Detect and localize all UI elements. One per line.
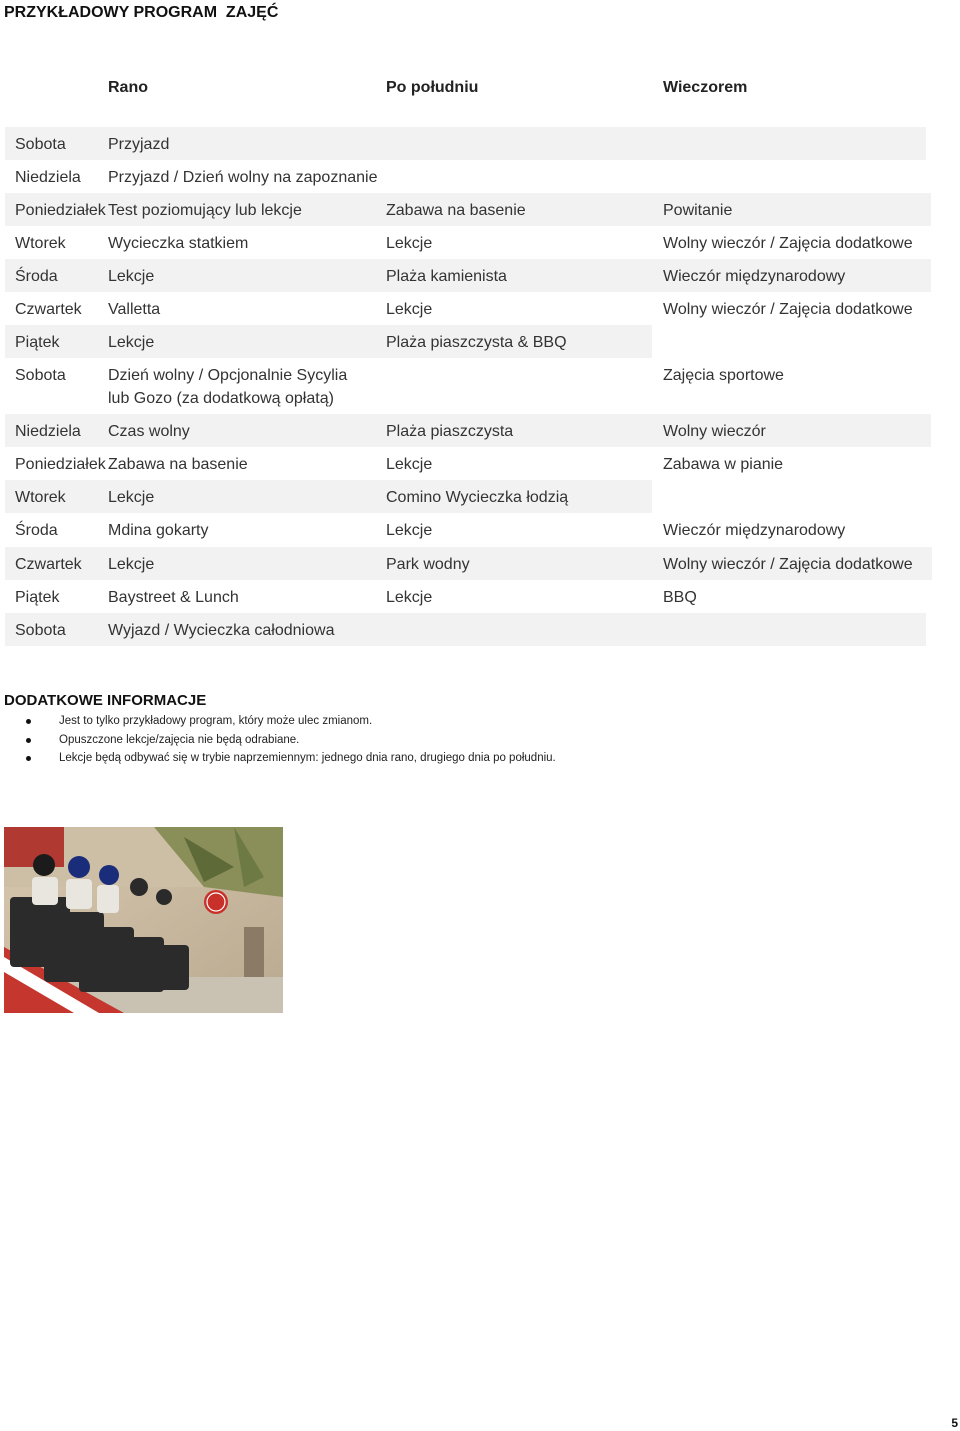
morning-cell: Zabawa na basenie bbox=[108, 456, 248, 473]
afternoon-cell: Plaża piaszczysta bbox=[386, 423, 514, 440]
table-row bbox=[5, 358, 931, 414]
day-cell: Czwartek bbox=[15, 301, 82, 318]
morning-cell: Wyjazd / Wycieczka całodniowa bbox=[108, 622, 335, 639]
evening-cell: Zajęcia sportowe bbox=[663, 367, 784, 384]
morning-cell: Mdina gokarty bbox=[108, 522, 209, 539]
day-cell: Sobota bbox=[15, 622, 66, 639]
morning-cell: Test poziomujący lub lekcje bbox=[108, 202, 302, 219]
morning-cell: Lekcje bbox=[108, 268, 155, 285]
evening-cell: Wolny wieczór / Zajęcia dodatkowe bbox=[663, 301, 913, 318]
list-item bbox=[0, 712, 556, 731]
morning-cell: Wycieczka statkiem bbox=[108, 235, 249, 252]
afternoon-cell: Comino Wycieczka łodzią bbox=[386, 489, 569, 506]
bullet-icon bbox=[26, 756, 31, 761]
morning-cell-line2: lub Gozo (za dodatkową opłatą) bbox=[108, 390, 334, 407]
day-cell: Poniedziałek bbox=[15, 202, 106, 219]
table-row bbox=[5, 513, 931, 546]
evening-cell: Zabawa w pianie bbox=[663, 456, 784, 473]
day-cell: Piątek bbox=[15, 589, 60, 606]
table-row bbox=[5, 127, 926, 160]
go-kart-photo bbox=[4, 827, 283, 1013]
day-cell: Czwartek bbox=[15, 556, 82, 573]
table-row bbox=[5, 447, 931, 480]
page-title: PRZYKŁADOWY PROGRAM ZAJĘĆ bbox=[4, 4, 279, 21]
table-row bbox=[5, 414, 931, 447]
day-cell: Wtorek bbox=[15, 489, 66, 506]
morning-cell: Lekcje bbox=[108, 556, 155, 573]
afternoon-cell: Plaża kamienista bbox=[386, 268, 507, 285]
day-cell: Niedziela bbox=[15, 169, 81, 186]
table-row bbox=[5, 226, 931, 259]
list-item-text: Jest to tylko przykładowy program, który może ulec zmianom. bbox=[59, 715, 373, 727]
day-cell: Niedziela bbox=[15, 423, 81, 440]
evening-cell: Wolny wieczór bbox=[663, 423, 766, 440]
table-row bbox=[5, 259, 931, 292]
table-row bbox=[5, 292, 931, 325]
morning-cell: Przyjazd bbox=[108, 136, 170, 153]
day-cell: Środa bbox=[15, 268, 58, 285]
bullet-icon bbox=[26, 738, 31, 743]
info-heading: DODATKOWE INFORMACJE bbox=[4, 692, 207, 709]
bullet-icon bbox=[26, 719, 31, 724]
evening-cell: Wolny wieczór / Zajęcia dodatkowe bbox=[663, 235, 913, 252]
afternoon-cell: Lekcje bbox=[386, 235, 433, 252]
table-row bbox=[5, 613, 926, 646]
table-row bbox=[5, 325, 652, 358]
day-cell: Sobota bbox=[15, 367, 66, 384]
morning-cell-line1: Dzień wolny / Opcjonalnie Sycylia bbox=[108, 367, 348, 384]
afternoon-cell: Lekcje bbox=[386, 456, 433, 473]
morning-cell: Czas wolny bbox=[108, 423, 190, 440]
morning-cell: Baystreet & Lunch bbox=[108, 589, 239, 606]
evening-cell: Powitanie bbox=[663, 202, 733, 219]
table-row bbox=[5, 547, 932, 580]
morning-cell: Przyjazd / Dzień wolny na zapoznanie bbox=[108, 169, 378, 186]
table-row bbox=[5, 160, 926, 193]
list-item bbox=[0, 749, 556, 768]
evening-cell: Wieczór międzynarodowy bbox=[663, 522, 846, 539]
afternoon-cell: Plaża piaszczysta & BBQ bbox=[386, 334, 567, 351]
day-cell: Wtorek bbox=[15, 235, 66, 252]
afternoon-cell: Lekcje bbox=[386, 522, 433, 539]
info-list bbox=[0, 712, 556, 768]
day-cell: Piątek bbox=[15, 334, 60, 351]
list-item bbox=[0, 731, 556, 750]
evening-cell: BBQ bbox=[663, 589, 697, 606]
afternoon-cell: Lekcje bbox=[386, 589, 433, 606]
evening-cell: Wolny wieczór / Zajęcia dodatkowe bbox=[663, 556, 913, 573]
afternoon-cell: Lekcje bbox=[386, 301, 433, 318]
day-cell: Środa bbox=[15, 522, 58, 539]
list-item-text: Lekcje będą odbywać się w trybie naprzemiennym: jednego dnia rano, drugiego dnia po południu. bbox=[59, 752, 556, 764]
morning-cell: Lekcje bbox=[108, 489, 155, 506]
column-header-afternoon: Po południu bbox=[386, 79, 479, 96]
table-row bbox=[5, 480, 652, 513]
afternoon-cell: Park wodny bbox=[386, 556, 470, 573]
page-number: 5 bbox=[951, 1416, 958, 1430]
morning-cell: Valletta bbox=[108, 301, 161, 318]
column-header-morning: Rano bbox=[108, 79, 148, 96]
morning-cell: Lekcje bbox=[108, 334, 155, 351]
day-cell: Poniedziałek bbox=[15, 456, 106, 473]
day-cell: Sobota bbox=[15, 136, 66, 153]
list-item-text: Opuszczone lekcje/zajęcia nie będą odrabiane. bbox=[59, 733, 300, 746]
table-row bbox=[5, 193, 931, 226]
afternoon-cell: Zabawa na basenie bbox=[386, 202, 526, 219]
column-header-evening: Wieczorem bbox=[663, 79, 748, 96]
table-row bbox=[5, 580, 931, 613]
evening-cell: Wieczór międzynarodowy bbox=[663, 268, 846, 285]
